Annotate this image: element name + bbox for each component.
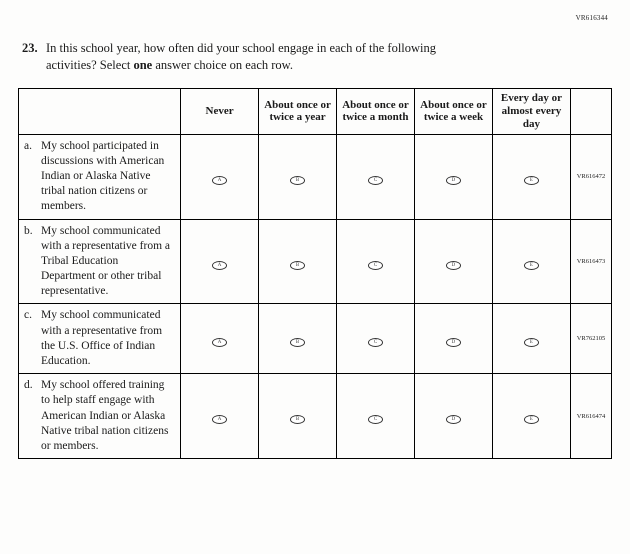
row-b-cell-year [259,219,337,304]
answer-bubble[interactable]: B [290,415,305,424]
header-row [19,88,612,134]
row-a-text: My school participated in discussions with American Indian or Alaska Native tribal nation citizens or members. [41,139,165,213]
answer-bubble[interactable]: C [368,338,383,347]
row-a-stub [19,134,181,219]
page-corner-code: VR616344 [575,14,608,22]
answer-bubble[interactable]: E [524,176,539,185]
row-a-letter: a. [24,139,32,152]
row-a-cell-month [337,134,415,219]
answer-bubble[interactable]: E [524,415,539,424]
row-b-cell-month [337,219,415,304]
answer-bubble[interactable]: C [368,415,383,424]
question-text [46,40,436,74]
row-c-cell-year [259,304,337,374]
row-c-stub [19,304,181,374]
row-a-code: VR616472 [570,134,611,219]
answer-bubble[interactable]: E [524,261,539,270]
answer-bubble[interactable]: C [368,176,383,185]
table-row-a [19,134,612,219]
answer-bubble[interactable]: A [212,415,227,424]
question-block [22,40,610,74]
row-d-cell-never [181,374,259,459]
row-d-stub [19,374,181,459]
row-c-cell-month [337,304,415,374]
row-c-cell-everyday [492,304,570,374]
answer-bubble[interactable]: A [212,176,227,185]
row-d-text: My school offered training to help staff engage with American Indian or Alaska Native tribal nation citizens or members. [41,379,169,452]
question-line1: In this school year, how often did your school engage in each of the following [46,41,437,55]
answer-bubble[interactable]: B [290,338,305,347]
row-b-stub [19,219,181,304]
row-c-text: My school communicated with a representative from the U.S. Office of Indian Education. [41,309,163,367]
row-b-code: VR616473 [570,219,611,304]
answer-bubble[interactable]: C [368,261,383,270]
row-a-cell-everyday [492,134,570,219]
header-blank-cell [19,88,181,134]
row-c-code: VR762105 [570,304,611,374]
header-once-twice-year: About once or twice a year [259,88,337,134]
question-line2-before: activities? Select [46,57,131,72]
row-c-letter: c. [24,309,32,322]
row-a-cell-year [259,134,337,219]
frequency-matrix-table [18,88,612,459]
row-a-cell-never [181,134,259,219]
question-line2-after: answer choice on each row. [155,57,294,72]
answer-bubble[interactable]: D [446,261,461,270]
answer-bubble[interactable]: A [212,261,227,270]
row-b-letter: b. [24,224,33,237]
table-row-b [19,219,612,304]
answer-bubble[interactable]: B [290,261,305,270]
header-code-cell [570,88,611,134]
table-row-d [19,374,612,459]
row-b-cell-week [415,219,493,304]
row-c-cell-week [415,304,493,374]
row-d-cell-everyday [492,374,570,459]
row-d-cell-year [259,374,337,459]
row-d-code: VR616474 [570,374,611,459]
row-b-cell-never [181,219,259,304]
header-never: Never [181,88,259,134]
row-b-text: My school communicated with a representative from a Tribal Education Department or other tribal representative. [41,224,170,298]
answer-bubble[interactable]: A [212,338,227,347]
row-c-cell-never [181,304,259,374]
question-bold-word: one [133,57,153,72]
answer-bubble[interactable]: D [446,415,461,424]
answer-bubble[interactable]: D [446,338,461,347]
question-number: 23. [22,41,38,55]
row-a-cell-week [415,134,493,219]
table-row-c [19,304,612,374]
header-every-day: Every day or almost every day [492,88,570,134]
header-once-twice-week: About once or twice a week [415,88,493,134]
row-d-cell-week [415,374,493,459]
row-b-cell-everyday [492,219,570,304]
row-d-letter: d. [24,379,33,392]
answer-bubble[interactable]: B [290,176,305,185]
row-d-cell-month [337,374,415,459]
answer-bubble[interactable]: D [446,176,461,185]
answer-bubble[interactable]: E [524,338,539,347]
header-once-twice-month: About once or twice a month [337,88,415,134]
